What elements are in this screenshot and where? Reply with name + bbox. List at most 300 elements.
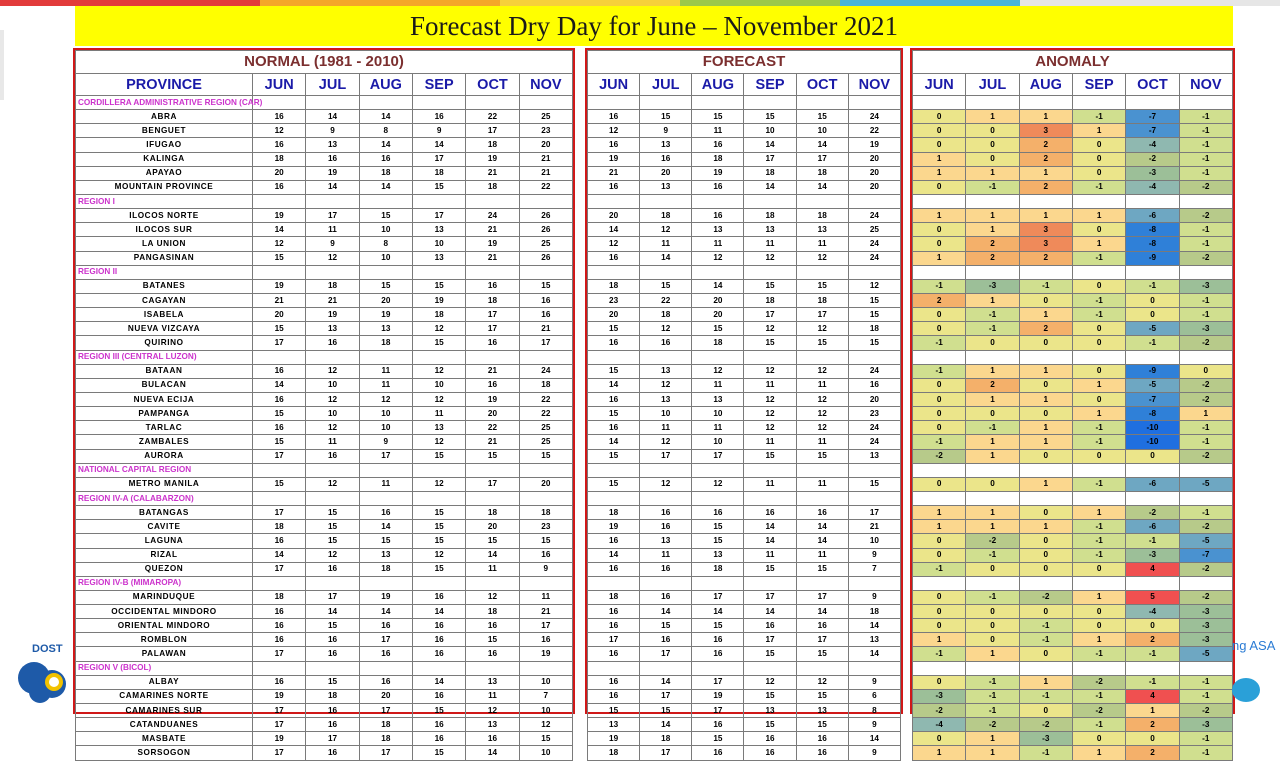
forecast-value: 24 — [848, 251, 900, 265]
province-name: CAMARINES SUR — [76, 704, 253, 718]
forecast-value: 9 — [640, 124, 692, 138]
normal-value: 22 — [519, 392, 572, 406]
province-name: METRO MANILA — [76, 477, 253, 491]
anomaly-value: 2 — [1126, 746, 1179, 760]
anomaly-value: -1 — [1126, 279, 1179, 293]
anomaly-value: -4 — [1126, 138, 1179, 152]
normal-value: 13 — [306, 322, 359, 336]
forecast-value: 15 — [744, 279, 796, 293]
anomaly-value: -1 — [913, 364, 966, 378]
empty-cell — [692, 96, 744, 110]
normal-value: 18 — [466, 138, 519, 152]
anomaly-value: -2 — [913, 449, 966, 463]
normal-panel — [73, 48, 575, 758]
anomaly-value: 1 — [966, 449, 1019, 463]
normal-value: 16 — [253, 421, 306, 435]
normal-value: 16 — [412, 732, 465, 746]
table-row — [913, 520, 1233, 534]
normal-value: 16 — [253, 675, 306, 689]
table-row — [913, 477, 1233, 491]
table-row — [76, 364, 573, 378]
forecast-value: 17 — [744, 590, 796, 604]
anomaly-month-header: JUN — [913, 74, 966, 96]
anomaly-value: -3 — [1179, 718, 1232, 732]
normal-value: 18 — [359, 718, 412, 732]
forecast-value: 10 — [692, 435, 744, 449]
anomaly-value: 0 — [966, 562, 1019, 576]
forecast-value: 15 — [796, 718, 848, 732]
table-row — [76, 647, 573, 661]
table-row — [76, 180, 573, 194]
anomaly-value: -1 — [1179, 152, 1232, 166]
empty-cell — [692, 194, 744, 208]
anomaly-value: -2 — [1126, 152, 1179, 166]
anomaly-value: 1 — [913, 251, 966, 265]
forecast-value: 13 — [588, 718, 640, 732]
province-name: MASBATE — [76, 732, 253, 746]
forecast-value: 15 — [744, 718, 796, 732]
table-row — [913, 718, 1233, 732]
normal-value: 25 — [519, 237, 572, 251]
forecast-value: 15 — [848, 336, 900, 350]
table-row — [588, 449, 901, 463]
table-row — [76, 336, 573, 350]
forecast-value: 15 — [692, 520, 744, 534]
normal-value: 15 — [412, 449, 465, 463]
forecast-value: 15 — [640, 619, 692, 633]
empty-cell — [519, 661, 572, 675]
forecast-value: 16 — [640, 562, 692, 576]
anomaly-value: -1 — [1072, 718, 1125, 732]
empty-cell — [306, 96, 359, 110]
normal-value: 19 — [253, 689, 306, 703]
table-row — [76, 209, 573, 223]
forecast-value: 12 — [744, 675, 796, 689]
normal-value: 17 — [412, 209, 465, 223]
anomaly-value: 0 — [966, 124, 1019, 138]
anomaly-value: 1 — [1019, 166, 1072, 180]
empty-cell — [253, 463, 306, 477]
normal-value: 15 — [412, 562, 465, 576]
empty-cell — [466, 265, 519, 279]
anomaly-value: -1 — [1179, 293, 1232, 307]
anomaly-value: -1 — [1179, 746, 1232, 760]
forecast-value: 16 — [588, 110, 640, 124]
anomaly-value: -1 — [1072, 308, 1125, 322]
normal-value: 11 — [359, 364, 412, 378]
anomaly-value: 0 — [913, 590, 966, 604]
empty-cell — [966, 491, 1019, 505]
anomaly-value: -3 — [1179, 633, 1232, 647]
normal-value: 16 — [359, 506, 412, 520]
forecast-section-title: FORECAST — [588, 51, 901, 74]
forecast-value: 24 — [848, 364, 900, 378]
forecast-value: 17 — [848, 506, 900, 520]
forecast-value: 9 — [848, 675, 900, 689]
anomaly-value: -1 — [1179, 223, 1232, 237]
forecast-value: 11 — [640, 548, 692, 562]
anomaly-value: 0 — [966, 619, 1019, 633]
forecast-value: 18 — [796, 166, 848, 180]
anomaly-value: -1 — [1072, 110, 1125, 124]
table-row — [588, 590, 901, 604]
empty-cell — [848, 350, 900, 364]
forecast-value: 15 — [692, 619, 744, 633]
province-name: MARINDUQUE — [76, 590, 253, 604]
empty-cell — [466, 491, 519, 505]
forecast-value: 15 — [796, 449, 848, 463]
anomaly-value: 0 — [1072, 619, 1125, 633]
forecast-value: 16 — [640, 506, 692, 520]
region-row — [913, 463, 1233, 477]
forecast-value: 12 — [640, 435, 692, 449]
empty-cell — [913, 491, 966, 505]
anomaly-value: 0 — [1019, 293, 1072, 307]
forecast-value: 16 — [692, 180, 744, 194]
table-row — [76, 421, 573, 435]
table-row — [588, 293, 901, 307]
table-row — [76, 293, 573, 307]
table-row — [913, 704, 1233, 718]
anomaly-value: 3 — [1019, 237, 1072, 251]
table-row — [588, 506, 901, 520]
anomaly-value: -1 — [1126, 675, 1179, 689]
empty-cell — [1019, 491, 1072, 505]
empty-cell — [1179, 350, 1232, 364]
table-row — [588, 209, 901, 223]
empty-cell — [519, 350, 572, 364]
empty-cell — [744, 265, 796, 279]
forecast-value: 17 — [744, 308, 796, 322]
empty-cell — [1019, 265, 1072, 279]
empty-cell — [359, 491, 412, 505]
forecast-value: 18 — [692, 336, 744, 350]
anomaly-value: -3 — [1179, 279, 1232, 293]
empty-cell — [466, 350, 519, 364]
forecast-value: 13 — [848, 633, 900, 647]
province-name: QUIRINO — [76, 336, 253, 350]
table-row — [913, 562, 1233, 576]
forecast-value: 11 — [744, 477, 796, 491]
table-row — [913, 110, 1233, 124]
forecast-value: 17 — [796, 590, 848, 604]
anomaly-value: -1 — [1179, 675, 1232, 689]
anomaly-value: 0 — [1019, 704, 1072, 718]
forecast-value: 22 — [848, 124, 900, 138]
anomaly-value: -1 — [966, 180, 1019, 194]
forecast-value: 10 — [692, 407, 744, 421]
anomaly-value: -1 — [966, 548, 1019, 562]
normal-value: 21 — [519, 605, 572, 619]
table-row — [913, 237, 1233, 251]
province-name: NUEVA VIZCAYA — [76, 322, 253, 336]
forecast-value: 15 — [796, 562, 848, 576]
normal-month-header: JUN — [253, 74, 306, 96]
empty-cell — [466, 96, 519, 110]
anomaly-value: 1 — [966, 209, 1019, 223]
empty-cell — [1179, 96, 1232, 110]
forecast-value: 12 — [796, 392, 848, 406]
normal-value: 25 — [519, 421, 572, 435]
anomaly-value: 0 — [913, 407, 966, 421]
empty-cell — [796, 350, 848, 364]
forecast-value: 15 — [588, 322, 640, 336]
forecast-value: 14 — [588, 548, 640, 562]
empty-cell — [519, 576, 572, 590]
region-row — [76, 576, 573, 590]
empty-cell — [1179, 661, 1232, 675]
forecast-value: 15 — [588, 477, 640, 491]
forecast-value: 18 — [744, 293, 796, 307]
anomaly-value: -1 — [1179, 110, 1232, 124]
empty-cell — [306, 194, 359, 208]
table-row — [76, 237, 573, 251]
forecast-value: 11 — [796, 435, 848, 449]
table-row — [913, 590, 1233, 604]
forecast-value: 16 — [796, 732, 848, 746]
empty-cell — [640, 96, 692, 110]
anomaly-value: 0 — [1126, 449, 1179, 463]
normal-value: 17 — [359, 704, 412, 718]
table-row — [76, 392, 573, 406]
normal-value: 18 — [306, 279, 359, 293]
forecast-value: 16 — [692, 209, 744, 223]
normal-value: 16 — [412, 633, 465, 647]
table-row — [76, 590, 573, 604]
normal-value: 15 — [306, 675, 359, 689]
forecast-value: 16 — [744, 746, 796, 760]
anomaly-value: 2 — [966, 251, 1019, 265]
forecast-value: 25 — [848, 223, 900, 237]
forecast-value: 24 — [848, 237, 900, 251]
forecast-value: 11 — [744, 378, 796, 392]
province-name: CAMARINES NORTE — [76, 689, 253, 703]
province-name: QUEZON — [76, 562, 253, 576]
anomaly-value: 2 — [1019, 138, 1072, 152]
normal-value: 17 — [412, 152, 465, 166]
empty-cell — [640, 194, 692, 208]
table-row — [76, 152, 573, 166]
normal-value: 20 — [253, 166, 306, 180]
anomaly-value: 0 — [1126, 732, 1179, 746]
anomaly-value: 1 — [1019, 110, 1072, 124]
table-row — [913, 449, 1233, 463]
normal-value: 10 — [306, 407, 359, 421]
anomaly-value: 0 — [913, 421, 966, 435]
table-row — [588, 704, 901, 718]
forecast-value: 11 — [640, 421, 692, 435]
normal-value: 18 — [359, 336, 412, 350]
forecast-value: 12 — [692, 477, 744, 491]
table-row — [913, 633, 1233, 647]
province-name: ISABELA — [76, 308, 253, 322]
table-row — [588, 223, 901, 237]
table-row — [913, 506, 1233, 520]
normal-value: 16 — [306, 746, 359, 760]
anomaly-value: -8 — [1126, 407, 1179, 421]
normal-value: 17 — [519, 336, 572, 350]
empty-cell — [692, 350, 744, 364]
forecast-value: 18 — [640, 209, 692, 223]
forecast-month-header: NOV — [848, 74, 900, 96]
forecast-value: 21 — [848, 520, 900, 534]
anomaly-value: 0 — [913, 675, 966, 689]
anomaly-value: -1 — [1072, 647, 1125, 661]
normal-month-header: NOV — [519, 74, 572, 96]
normal-value: 16 — [466, 619, 519, 633]
anomaly-value: -5 — [1179, 534, 1232, 548]
empty-cell — [412, 576, 465, 590]
forecast-value: 18 — [848, 322, 900, 336]
normal-value: 20 — [466, 407, 519, 421]
forecast-value: 14 — [640, 675, 692, 689]
table-row — [588, 279, 901, 293]
anomaly-value: -7 — [1126, 124, 1179, 138]
empty-cell — [848, 96, 900, 110]
forecast-value: 11 — [692, 378, 744, 392]
forecast-value: 9 — [848, 590, 900, 604]
table-row — [588, 421, 901, 435]
forecast-value: 16 — [588, 392, 640, 406]
normal-value: 14 — [253, 548, 306, 562]
normal-value: 11 — [306, 223, 359, 237]
anomaly-value: 0 — [913, 605, 966, 619]
forecast-value: 15 — [796, 336, 848, 350]
forecast-value: 14 — [796, 138, 848, 152]
empty-cell — [359, 463, 412, 477]
table-row — [76, 251, 573, 265]
table-row — [76, 506, 573, 520]
province-header: PROVINCE — [76, 74, 253, 96]
empty-cell — [306, 661, 359, 675]
normal-value: 17 — [466, 322, 519, 336]
anomaly-value: 1 — [913, 506, 966, 520]
empty-cell — [1126, 661, 1179, 675]
forecast-value: 19 — [692, 166, 744, 180]
normal-value: 10 — [359, 407, 412, 421]
forecast-value: 15 — [848, 477, 900, 491]
anomaly-value: 1 — [1072, 590, 1125, 604]
forecast-value: 12 — [640, 477, 692, 491]
table-row — [76, 548, 573, 562]
normal-value: 18 — [519, 506, 572, 520]
forecast-value: 15 — [848, 293, 900, 307]
forecast-value: 18 — [848, 605, 900, 619]
anomaly-value: -3 — [1126, 166, 1179, 180]
anomaly-value: -5 — [1126, 322, 1179, 336]
anomaly-value: 1 — [913, 633, 966, 647]
forecast-value: 15 — [640, 110, 692, 124]
normal-value: 14 — [306, 180, 359, 194]
region-label: REGION III (CENTRAL LUZON) — [76, 350, 253, 364]
forecast-value: 14 — [744, 605, 796, 619]
normal-value: 8 — [359, 237, 412, 251]
normal-value: 15 — [359, 279, 412, 293]
forecast-value: 10 — [744, 124, 796, 138]
anomaly-value: -7 — [1126, 110, 1179, 124]
anomaly-value: -1 — [1072, 180, 1125, 194]
anomaly-value: 0 — [1019, 562, 1072, 576]
forecast-value: 16 — [588, 421, 640, 435]
forecast-value: 14 — [588, 435, 640, 449]
empty-cell — [1126, 350, 1179, 364]
province-name: CATANDUANES — [76, 718, 253, 732]
forecast-value: 16 — [796, 746, 848, 760]
normal-value: 12 — [306, 392, 359, 406]
forecast-value: 11 — [796, 548, 848, 562]
table-row — [913, 689, 1233, 703]
table-row — [76, 562, 573, 576]
anomaly-value: -2 — [1179, 449, 1232, 463]
forecast-value: 19 — [588, 520, 640, 534]
forecast-value: 14 — [744, 138, 796, 152]
anomaly-value: -2 — [1179, 520, 1232, 534]
normal-value: 15 — [466, 449, 519, 463]
normal-value: 22 — [519, 407, 572, 421]
empty-cell — [1126, 96, 1179, 110]
normal-value: 13 — [412, 421, 465, 435]
anomaly-value: 4 — [1126, 562, 1179, 576]
normal-value: 14 — [412, 605, 465, 619]
table-row — [913, 548, 1233, 562]
normal-value: 13 — [412, 251, 465, 265]
forecast-value: 16 — [744, 732, 796, 746]
table-row — [913, 166, 1233, 180]
normal-value: 16 — [466, 279, 519, 293]
anomaly-value: 1 — [1126, 704, 1179, 718]
forecast-value: 16 — [692, 506, 744, 520]
forecast-value: 22 — [640, 293, 692, 307]
table-row — [588, 633, 901, 647]
province-name: NUEVA ECIJA — [76, 392, 253, 406]
normal-value: 13 — [412, 223, 465, 237]
forecast-value: 13 — [640, 534, 692, 548]
forecast-value: 13 — [692, 392, 744, 406]
forecast-value: 16 — [588, 619, 640, 633]
empty-cell — [588, 350, 640, 364]
anomaly-month-header: JUL — [966, 74, 1019, 96]
empty-cell — [1126, 491, 1179, 505]
empty-cell — [466, 661, 519, 675]
empty-cell — [306, 491, 359, 505]
forecast-value: 17 — [640, 647, 692, 661]
anomaly-value: -3 — [1126, 548, 1179, 562]
forecast-value: 13 — [744, 223, 796, 237]
normal-value: 12 — [519, 718, 572, 732]
region-row — [913, 491, 1233, 505]
forecast-value: 12 — [744, 421, 796, 435]
normal-value: 19 — [359, 308, 412, 322]
empty-cell — [913, 661, 966, 675]
anomaly-value: 2 — [1019, 180, 1072, 194]
forecast-value: 12 — [640, 223, 692, 237]
forecast-month-header: SEP — [744, 74, 796, 96]
province-name: BATAAN — [76, 364, 253, 378]
anomaly-value: -2 — [1179, 336, 1232, 350]
normal-value: 16 — [253, 534, 306, 548]
table-row — [76, 619, 573, 633]
table-row — [76, 279, 573, 293]
anomaly-value: -2 — [1072, 704, 1125, 718]
anomaly-value: -2 — [1072, 675, 1125, 689]
anomaly-value: 0 — [913, 534, 966, 548]
anomaly-value: -1 — [913, 435, 966, 449]
table-row — [76, 633, 573, 647]
empty-cell — [913, 576, 966, 590]
anomaly-value: 0 — [913, 237, 966, 251]
province-name: BENGUET — [76, 124, 253, 138]
anomaly-month-header: NOV — [1179, 74, 1232, 96]
